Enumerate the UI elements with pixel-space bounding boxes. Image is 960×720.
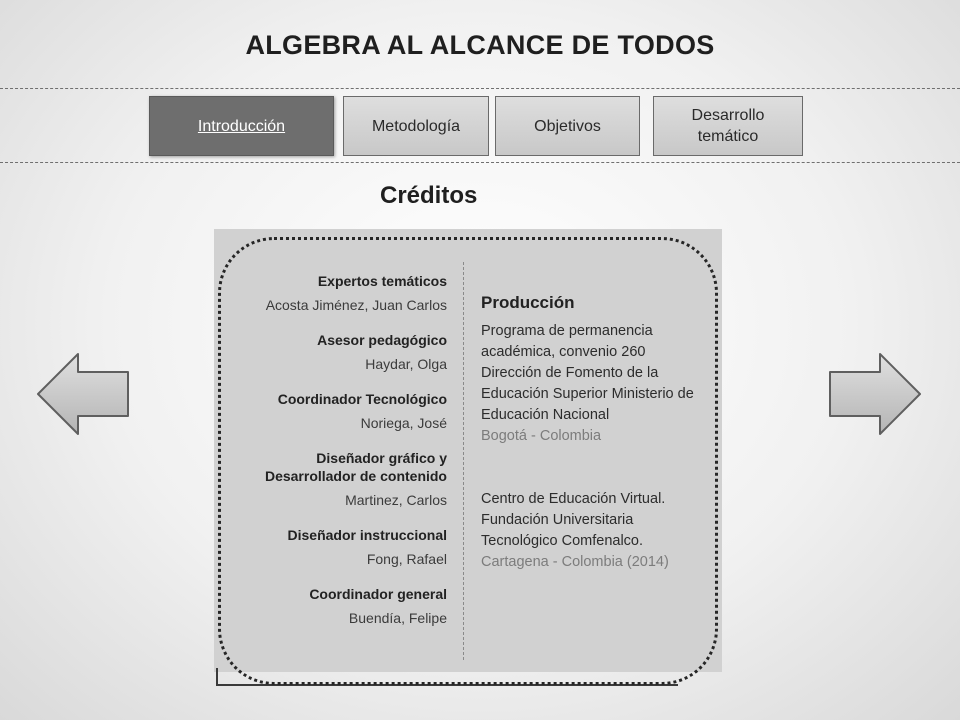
production-location: Bogotá - Colombia [481, 428, 602, 444]
tab-introduccion[interactable] [149, 96, 334, 156]
credit-name: Noriega, José [360, 415, 447, 431]
tab-label: Introducción [197, 117, 286, 135]
arrow-left-icon[interactable] [36, 352, 132, 438]
credit-role: Coordinador general [309, 586, 447, 602]
credit-item [230, 526, 447, 568]
credit-role: Diseñador instruccional [287, 527, 447, 543]
credit-name: Acosta Jiménez, Juan Carlos [265, 297, 447, 313]
credit-role: Diseñador gráfico y Desarrollador de contenido [264, 450, 447, 484]
column-divider [463, 262, 464, 660]
credits-list [230, 272, 447, 644]
arrow-right-icon[interactable] [826, 352, 922, 438]
tab-label: Objetivos [534, 117, 601, 135]
credit-role: Coordinador Tecnológico [277, 391, 447, 407]
header-divider-top [0, 88, 960, 89]
credit-role: Asesor pedagógico [317, 332, 447, 348]
production-center: Centro de Educación Virtual. Fundación Universitaria Tecnológico Comfenalco. [481, 491, 666, 549]
credit-item [230, 390, 447, 432]
credit-item [230, 449, 447, 509]
credit-name: Buendía, Felipe [348, 610, 447, 626]
tab-objetivos[interactable] [495, 96, 640, 156]
tab-label: Metodología [371, 117, 461, 135]
credit-item [230, 331, 447, 373]
tab-desarrollo-tematico[interactable] [653, 96, 803, 156]
header-divider-bottom [0, 162, 960, 163]
production-program: Programa de permanencia académica, convenio 260 Dirección de Fomento de la Educación Superior Ministerio de Educación Nacional [481, 323, 694, 423]
credit-name: Haydar, Olga [365, 356, 447, 372]
tab-label: Desarrollo temático [691, 107, 765, 145]
credit-item [230, 272, 447, 314]
page-title: ALGEBRA AL ALCANCE DE TODOS [245, 30, 715, 60]
credit-name: Martinez, Carlos [345, 492, 447, 508]
production-heading: Producción [481, 293, 575, 312]
credit-role: Expertos temáticos [317, 273, 447, 289]
production-info [481, 292, 707, 573]
section-heading: Créditos [380, 182, 478, 209]
production-center-location: Cartagena - Colombia (2014) [481, 554, 669, 570]
credit-item [230, 585, 447, 627]
tab-metodologia[interactable] [343, 96, 489, 156]
credit-name: Fong, Rafael [366, 551, 447, 567]
